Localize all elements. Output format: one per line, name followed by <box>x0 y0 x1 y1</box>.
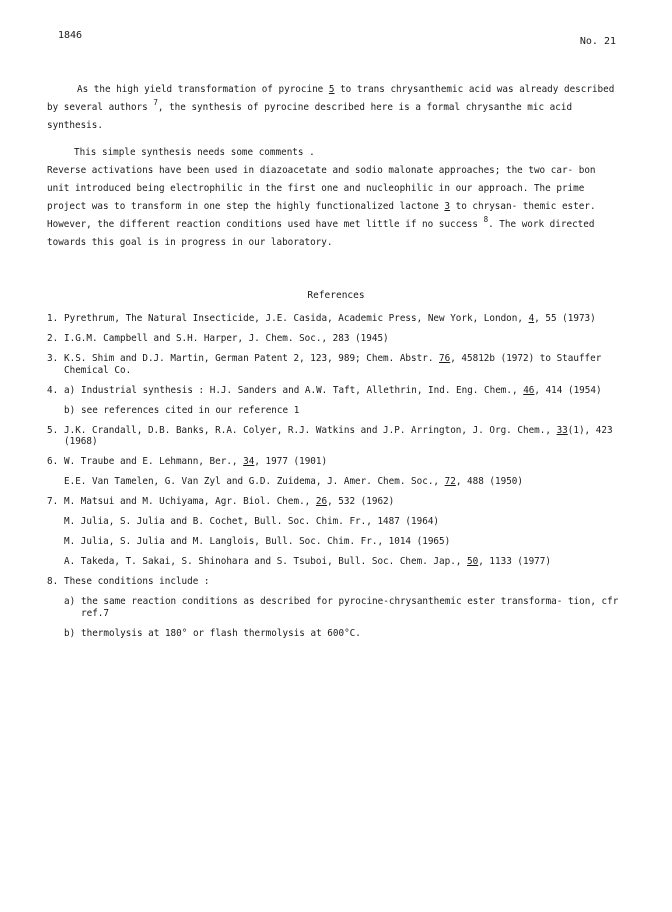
compound-ref: 3 <box>444 201 451 212</box>
paragraph-comments <box>47 144 622 252</box>
citation-superscript: 7 <box>153 98 158 107</box>
reference-item: 2. I.G.M. Campbell and S.H. Harper, J. Chem. Soc., 283 (1945) <box>47 333 389 344</box>
citation-superscript: 8 <box>483 215 489 224</box>
reference-continuation: M. Julia, S. Julia and B. Cochet, Bull. Soc. Chim. Fr., 1487 (1964) <box>64 516 440 527</box>
reference-item: 5. J.K. Crandall, D.B. Banks, R.A. Colyer, R.J. Watkins and J.P. Arrington, J. Org. Chem., 33(1), 423 (1968) <box>47 424 613 447</box>
reference-item: 3. K.S. Shim and D.J. Martin, German Patent 2, 123, 989; Chem. Abstr. 76, 45812b (1972) to Stauffer Chemical Co. <box>47 353 602 376</box>
reference-item: 8. These conditions include : <box>47 576 210 587</box>
reference-number: 3. <box>47 353 59 364</box>
issue-number: No. 21 <box>579 36 616 47</box>
reference-number: 1. <box>47 313 59 324</box>
reference-number: 8. <box>47 576 59 587</box>
reference-item <box>47 385 627 397</box>
reference-subitem: b) see references cited in our reference 1 <box>64 404 300 416</box>
reference-continuation: M. Julia, S. Julia and M. Langlois, Bull. Soc. Chim. Fr., 1014 (1965) <box>64 536 451 547</box>
compound-ref: 5 <box>328 84 335 95</box>
reference-item: 1. Pyrethrum, The Natural Insecticide, J.E. Casida, Academic Press, New York, London, 4, 55 (1973) <box>47 313 596 324</box>
reference-number: 7. <box>47 496 59 507</box>
reference-subitem: a) the same reaction conditions as described for pyrocine-chrysanthemic ester transforma- tion, cfr ref.7 <box>64 596 619 619</box>
paragraph-intro-line: This simple synthesis needs some comments . <box>74 147 315 158</box>
reference-item: 7. M. Matsui and M. Uchiyama, Agr. Biol. Chem., 26, 532 (1962) <box>47 496 395 507</box>
reference-number: 5. <box>47 424 59 436</box>
paragraph-text: Reverse activations have been used in diazoacetate and sodio malonate approaches; the two car- bon unit introduced being electrophilic in the first one and nucleophilic in our approach. The prime project was to transform in one step the highly functionalized lactone 3 to chrysan- themic ester. However, the different reaction conditions used have met little if no success $^8$. The work directed towards this goal is in progress in our laboratory. <box>47 165 596 248</box>
reference-item: 6. W. Traube and E. Lehmann, Ber., 34, 1977 (1901) <box>47 456 328 467</box>
paragraph-synthesis <box>47 81 622 135</box>
reference-continuation: A. Takeda, T. Sakai, S. Shinohara and S. Tsuboi, Bull. Soc. Chem. Jap., 50, 1133 (1977) <box>64 556 551 567</box>
reference-list <box>47 313 627 648</box>
reference-subitem: b) thermolysis at 180° or flash thermolysis at 600°C. <box>64 627 361 639</box>
page-number: 1846 <box>58 30 83 41</box>
reference-number: 2. <box>47 333 59 344</box>
reference-number: 6. <box>47 456 59 467</box>
references-heading: References <box>307 290 365 301</box>
paragraph-text: As the high yield transformation of pyrocine 5 to trans chrysanthemic acid was already described by several authors $^7$, the synthesis of pyrocine described here is a formal chrysanthe mic acid synthesis. <box>47 84 615 131</box>
reference-number: 4. <box>47 384 59 396</box>
reference-continuation: E.E. Van Tamelen, G. Van Zyl and G.D. Zuidema, J. Amer. Chem. Soc., 72, 488 (1950) <box>64 476 523 487</box>
reference-subitem: a) Industrial synthesis : H.J. Sanders and A.W. Taft, Allethrin, Ind. Eng. Chem., 46, 414 (1954) <box>64 384 602 396</box>
